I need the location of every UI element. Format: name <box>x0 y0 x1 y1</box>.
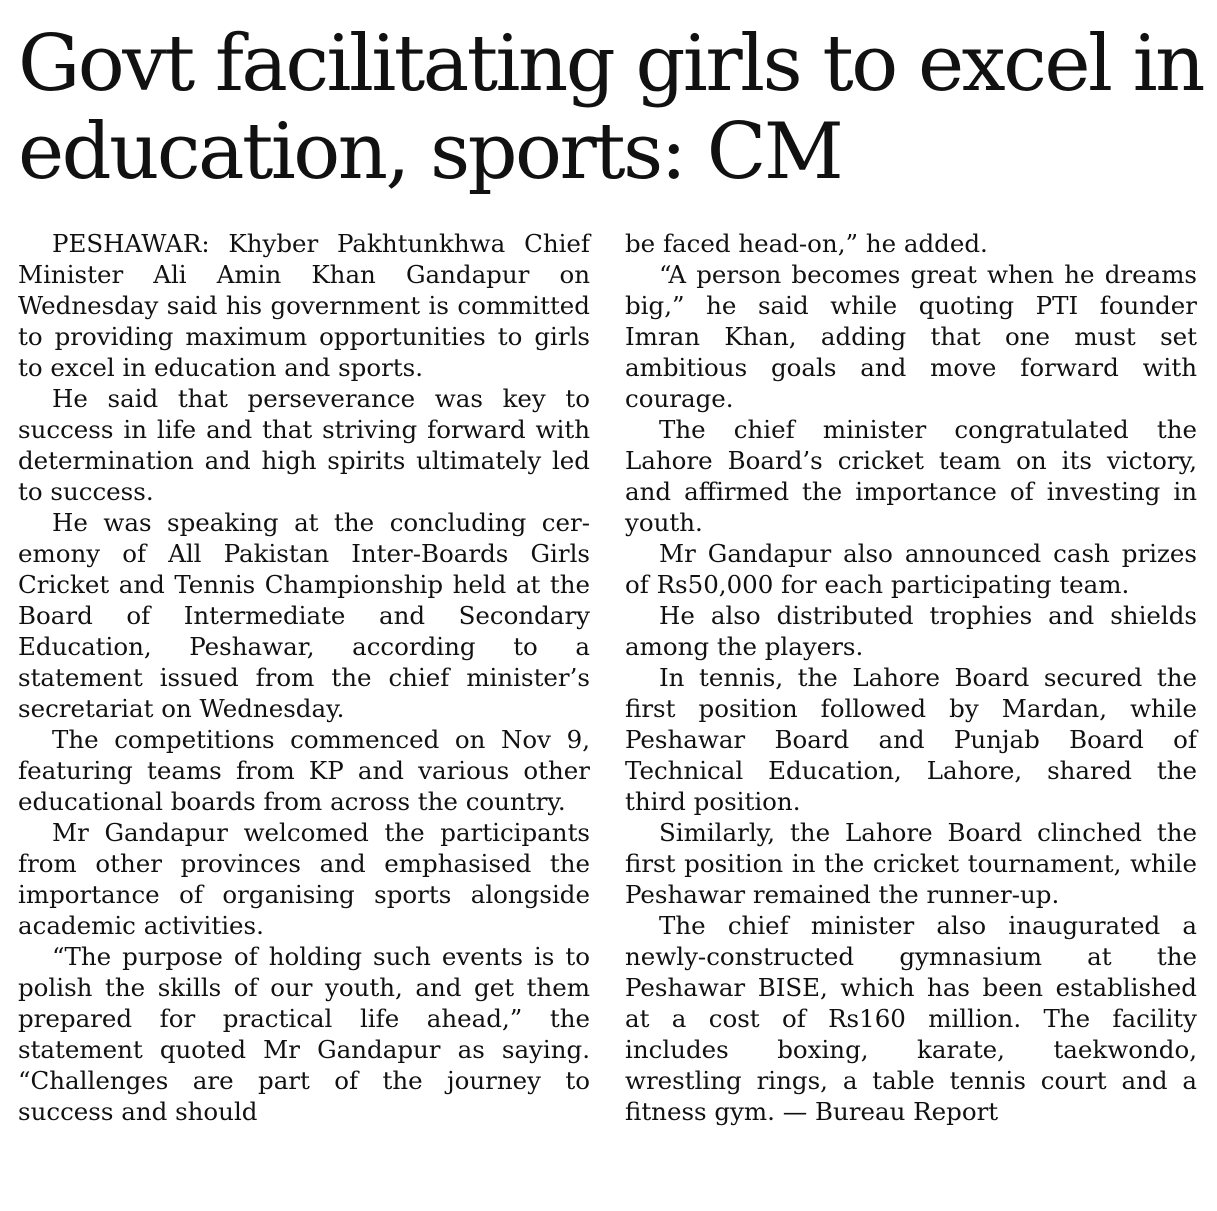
paragraph-continuation: be faced head-on,” he added. <box>625 229 988 258</box>
paragraph: He said that perseverance was key to success in life and that striving forward with determination and high spirits ultimately led to success. <box>18 384 590 506</box>
paragraph: The chief minister congratulated the Lahore Board’s cricket team on its victory, and affirmed the importance of investing in youth. <box>625 415 1197 537</box>
paragraph: “A person becomes great when he dreams big,” he said while quoting PTI founder Imran Khan, adding that one must set ambitious goals and move forward with courage. <box>625 260 1197 413</box>
paragraph: The chief minister also inaugurated a newly-constructed gymnasium at the Peshawar BISE, which has been established at a cost of Rs160 million. The facility includes boxing, karate, taekwondo, wrestling rings, a table tennis court and a fitness gym. — Bureau Report <box>625 911 1197 1126</box>
paragraph: He also distributed trophies and shields among the players. <box>625 601 1197 661</box>
paragraph: He was speaking at the concluding ceremony of All Pakistan Inter-Boards Girls Cricket and Tennis Championship held at the Board of Intermediate and Secondary Education, Peshawar, according to a statement issued from the chief minister’s secretariat on Wednesday. <box>18 508 590 723</box>
left-column <box>18 228 590 1127</box>
paragraph: Mr Gandapur also announced cash prizes of Rs50,000 for each participating team. <box>625 539 1197 599</box>
paragraph: In tennis, the Lahore Board secured the first position followed by Mardan, while Peshawar Board and Punjab Board of Technical Education, Lahore, shared the third position. <box>625 663 1197 816</box>
paragraph: PESHAWAR: Khyber Pakhtunkhwa Chief Minister Ali Amin Khan Gandapur on Wednesday said his government is committed to providing maximum opportunities to girls to excel in education and sports. <box>18 229 590 382</box>
headline: Govt facilitating girls to excel in education, sports: CM <box>18 19 1203 197</box>
paragraph: Similarly, the Lahore Board clinched the first position in the cricket tournament, while Peshawar remained the runner-up. <box>625 818 1197 909</box>
paragraph: Mr Gandapur welcomed the participants from other provinces and emphasised the importance of organising sports alongside academic activities. <box>18 818 590 940</box>
right-column <box>625 228 1197 1127</box>
paragraph: “The purpose of holding such events is to polish the skills of our youth, and get them prepared for practical life ahead,” the statement quoted Mr Gandapur as saying. “Challenges are part of the journey to success and should <box>18 942 590 1126</box>
paragraph: The competitions commenced on Nov 9, featuring teams from KP and various other educational boards from across the country. <box>18 725 590 816</box>
